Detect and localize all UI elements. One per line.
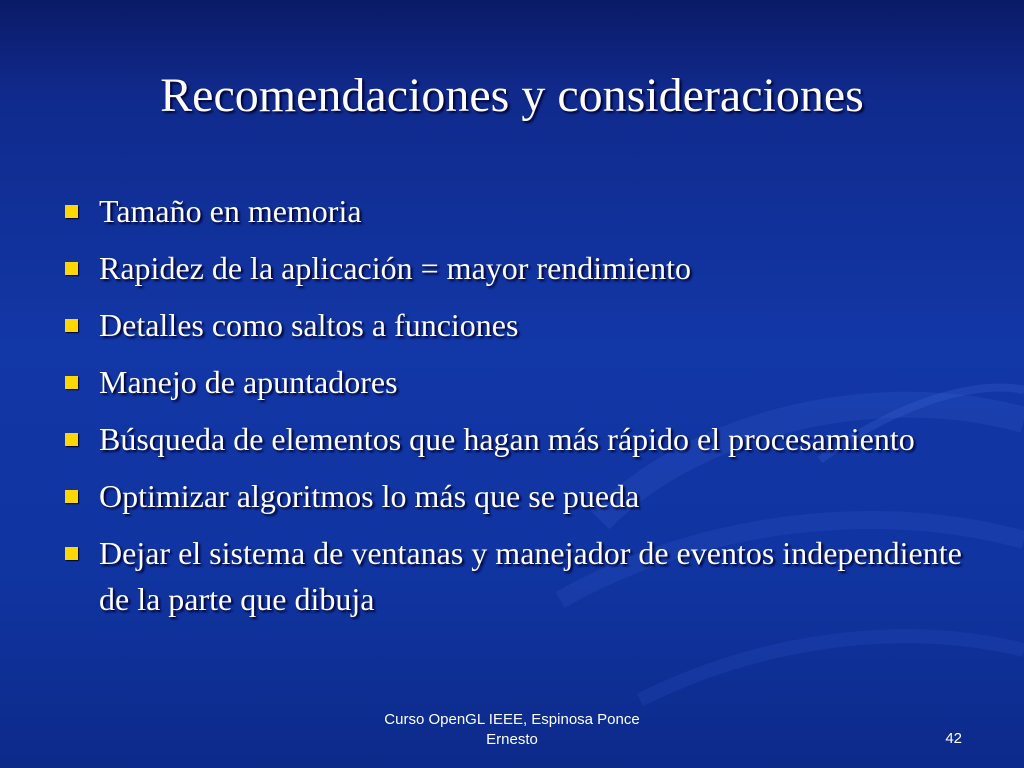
bullet-text: Manejo de apuntadores xyxy=(99,364,398,400)
page-number: 42 xyxy=(945,730,962,747)
square-bullet-icon xyxy=(65,319,78,332)
slide-title: Recomendaciones y consideraciones xyxy=(160,69,864,122)
square-bullet-icon xyxy=(65,205,78,218)
square-bullet-icon xyxy=(65,547,78,560)
bullet-text: Tamaño en memoria xyxy=(99,193,362,229)
bullet-item-pointers xyxy=(62,359,962,405)
bullet-text: Dejar el sistema de ventanas y manejador de eventos independiente de la parte que dibuja xyxy=(99,535,962,617)
bullet-item-app-speed xyxy=(62,245,962,291)
bullet-item-optimize-algorithms xyxy=(62,473,962,519)
footer-course-line-2: Ernesto xyxy=(486,731,538,748)
bullet-item-window-system xyxy=(62,530,962,622)
footer-course-info xyxy=(340,710,684,750)
square-bullet-icon xyxy=(65,376,78,389)
bullet-text: Detalles como saltos a funciones xyxy=(99,307,519,343)
bullet-text: Optimizar algoritmos lo más que se pueda xyxy=(99,478,640,514)
bullet-list xyxy=(62,188,962,633)
footer-course-line-1: Curso OpenGL IEEE, Espinosa Ponce xyxy=(384,711,640,728)
bullet-item-function-jumps xyxy=(62,302,962,348)
bullet-item-memory-size xyxy=(62,188,962,234)
square-bullet-icon xyxy=(65,433,78,446)
square-bullet-icon xyxy=(65,490,78,503)
bullet-text: Rapidez de la aplicación = mayor rendimiento xyxy=(99,250,692,286)
square-bullet-icon xyxy=(65,262,78,275)
bullet-text: Búsqueda de elementos que hagan más rápido el procesamiento xyxy=(99,421,915,457)
bullet-item-element-search xyxy=(62,416,962,462)
